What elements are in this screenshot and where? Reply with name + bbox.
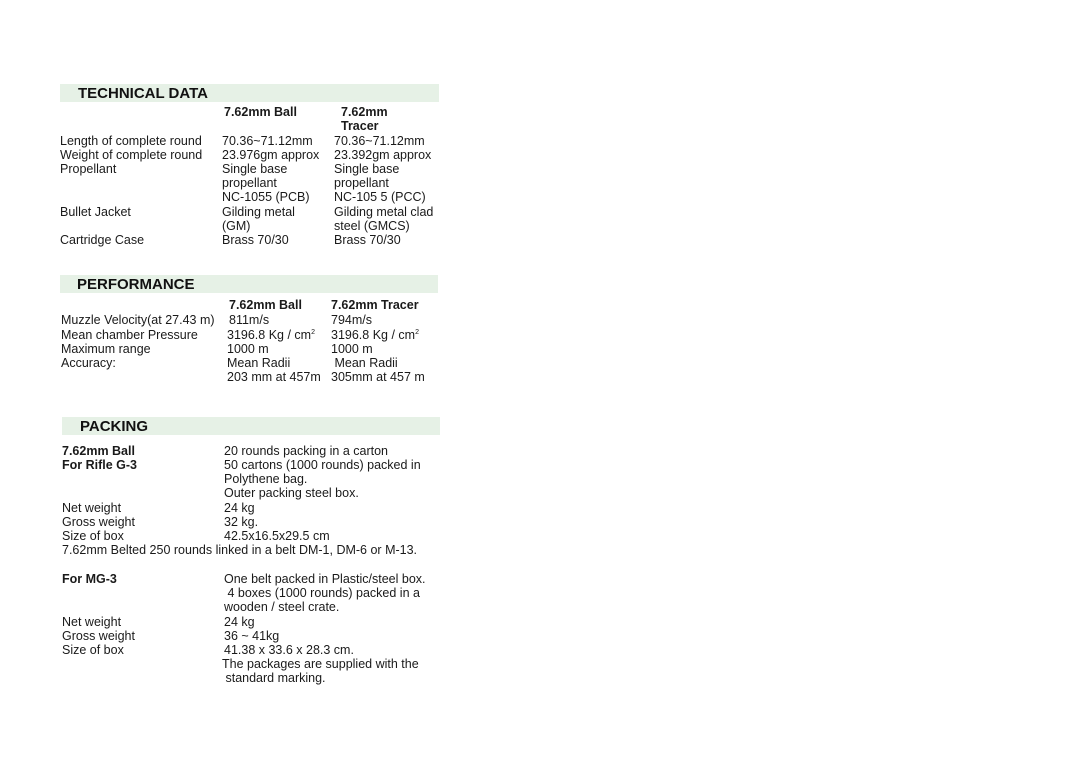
packing-value: 50 cartons (1000 rounds) packed in [224, 458, 421, 472]
perf-row-tracer [331, 328, 419, 342]
perf-row-label: Muzzle Velocity(at 27.43 m) [61, 313, 215, 327]
packing-label: For MG-3 [62, 572, 117, 586]
perf-row-ball: Mean Radii [227, 356, 291, 370]
packing-marking-note: The packages are supplied with the [222, 657, 419, 671]
tech-row-ball: Single base [222, 162, 288, 176]
tech-row-ball: 70.36~71.12mm [222, 134, 313, 148]
perf-row-tracer: 1000 m [331, 342, 373, 356]
tech-row-ball: Gilding metal [222, 205, 295, 219]
perf-ball-pressure-value: 3196.8 Kg / cm [227, 328, 312, 342]
perf-col-tracer-header: 7.62mm Tracer [331, 298, 419, 312]
packing-value: 20 rounds packing in a carton [224, 444, 388, 458]
tech-row-tracer: Brass 70/30 [334, 233, 401, 247]
packing-title: PACKING [80, 418, 149, 435]
tech-row-ball: propellant [222, 176, 277, 190]
packing-value: wooden / steel crate. [224, 600, 340, 614]
tech-row-ball: 23.976gm approx [222, 148, 320, 162]
packing-value: 4 boxes (1000 rounds) packed in a [224, 586, 420, 600]
perf-row-label: Mean chamber Pressure [61, 328, 198, 342]
packing-label: Gross weight [62, 629, 135, 643]
perf-row-label: Maximum range [61, 342, 151, 356]
tech-row-tracer: propellant [334, 176, 389, 190]
perf-row-ball: 203 mm at 457m [227, 370, 321, 384]
packing-label: For Rifle G-3 [62, 458, 138, 472]
packing-value: 24 kg [224, 615, 255, 629]
packing-value: Outer packing steel box. [224, 486, 359, 500]
packing-label: Size of box [62, 643, 124, 657]
performance-header [60, 275, 438, 293]
tech-row-label: Weight of complete round [60, 148, 203, 162]
packing-value: One belt packed in Plastic/steel box. [224, 572, 426, 586]
packing-header [62, 417, 440, 435]
superscript: 2 [311, 329, 315, 336]
perf-col-ball-header: 7.62mm Ball [229, 298, 302, 312]
tech-row-tracer: 23.392gm approx [334, 148, 432, 162]
tech-row-tracer: NC-105 5 (PCC) [334, 190, 426, 204]
perf-row-tracer: 305mm at 457 m [331, 370, 425, 384]
tech-row-tracer: Single base [334, 162, 400, 176]
tech-row-ball: NC-1055 (PCB) [222, 190, 310, 204]
packing-value: Polythene bag. [224, 472, 308, 486]
packing-belt-note: 7.62mm Belted 250 rounds linked in a belt DM-1, DM-6 or M-13. [62, 543, 418, 557]
tech-row-label: Bullet Jacket [60, 205, 131, 219]
technical-data-title: TECHNICAL DATA [78, 85, 208, 102]
perf-row-ball: 1000 m [227, 342, 269, 356]
perf-row-tracer: 794m/s [331, 313, 372, 327]
tech-row-label: Length of complete round [60, 134, 202, 148]
performance-title: PERFORMANCE [77, 276, 195, 293]
tech-row-tracer: steel (GMCS) [334, 219, 410, 233]
packing-label: Net weight [62, 501, 122, 515]
tech-row-ball: Brass 70/30 [222, 233, 289, 247]
tech-row-tracer: 70.36~71.12mm [334, 134, 425, 148]
packing-label: Size of box [62, 529, 124, 543]
tech-col-tracer-header-line1: 7.62mm [341, 105, 388, 119]
tech-row-label: Propellant [60, 162, 117, 176]
packing-marking-note: standard marking. [222, 671, 326, 685]
tech-col-tracer-header-line2: Tracer [341, 119, 379, 133]
packing-value: 32 kg. [224, 515, 259, 529]
perf-row-ball [227, 328, 315, 342]
technical-data-header [60, 84, 439, 102]
tech-row-tracer: Gilding metal clad [334, 205, 434, 219]
tech-col-ball-header: 7.62mm Ball [224, 105, 297, 119]
superscript: 2 [415, 329, 419, 336]
perf-row-tracer: Mean Radii [331, 356, 398, 370]
packing-label: Net weight [62, 615, 122, 629]
packing-value: 41.38 x 33.6 x 28.3 cm. [224, 643, 354, 657]
tech-row-ball: (GM) [222, 219, 251, 233]
perf-tracer-pressure-value: 3196.8 Kg / cm [331, 328, 416, 342]
packing-value: 36 ~ 41kg [224, 629, 280, 643]
packing-label: Gross weight [62, 515, 135, 529]
packing-value: 42.5x16.5x29.5 cm [224, 529, 330, 543]
packing-label: 7.62mm Ball [62, 444, 135, 458]
packing-value: 24 kg [224, 501, 255, 515]
tech-row-label: Cartridge Case [60, 233, 145, 247]
perf-row-ball: 811m/s [229, 313, 270, 327]
perf-row-label: Accuracy: [61, 356, 116, 370]
